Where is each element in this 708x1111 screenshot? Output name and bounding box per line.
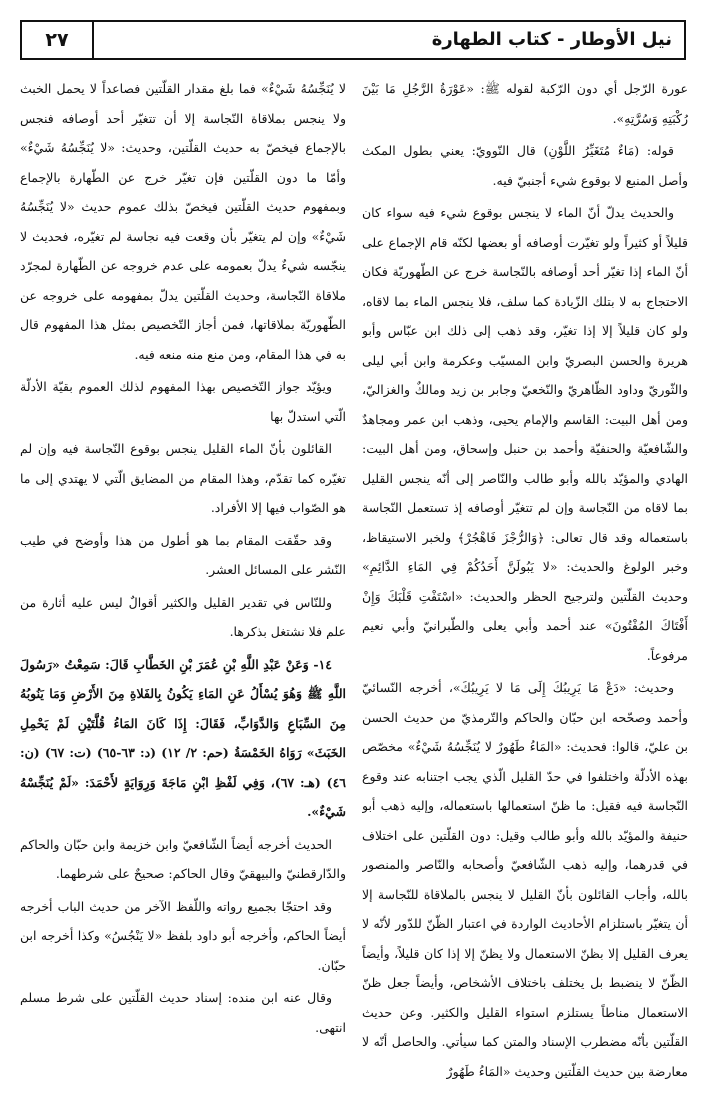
paragraph: عورة الرّجل أي دون الرّكبة لقوله ﷺ: «عَوْرَةُ الرَّجُلِ مَا بَيْنَ رُكْبَتِهِ وَسُرَّتِهِ». bbox=[362, 81, 688, 126]
paragraph: وقد حقّقت المقام بما هو أطول من هذا وأوضح في طيب النّشر على المسائل العشر. bbox=[20, 532, 346, 577]
paragraph: قوله: (مَاءٌ مُتَغَيِّرُ اللَّوْنِ) قال النّوويّ: يعني بطول المكث وأصل المنبع لا بوقوع شيء أجنبيّ فيه. bbox=[362, 143, 688, 188]
paragraph: وقد احتجّا بجميع رواته واللّفظ الآخر من حديث الباب أخرجه أيضاً الحاكم، وأخرجه أبو داود بلفظ «لا يَنْجُسُ» وكذا أخرجه ابن حبّان. bbox=[20, 898, 346, 973]
paragraph: ويؤيّد جواز التّخصيص بهذا المفهوم لذلك العموم بقيّة الأدلّة الّتي استدلّ بها bbox=[20, 379, 346, 424]
paragraph: والحديث يدلّ أنّ الماء لا ينجس بوقوع شيء فيه سواء كان قليلاً أو كثيراً ولو تغيّرت أوصافه أو بعضها لكنّه قام الإجماع على أنّ الماء إذا تغيّر أحد أوصافه بالنّجاسة خرج عن الطّهوريّة فكان الاحتجاج به لا بتلك الزّيادة كما سلف، فلا ينجس الماء بما لاقاه، ولو كان قليلاً إلا إذا تغيّر، وقد ذهب إلى ذلك ابن عبّاس وأبو هريرة والحسن البصريّ وابن المسيّب وعكرمة وابن أبي ليلى والثّوريّ وداود الظّاهريّ والنّخعيّ وجابر بن زيد ومالكٌ والغزاليّ، ومن أهل البيت: القاسم والإمام يحيى، وذهب ابن عمر ومجاهدٌ والشّافعيّة والحنفيّة وأحمد بن حنبل وإسحاق، ومن أهل البيت: الهادي والمؤيّد بالله وأبو طالب والنّاصر إلى أنّه ينجس القليل بما لاقاه من النّجاسة وإن لم تتغيّر أوصافه إذ تستعمل النّجاسة باستعماله وقد قال تعالى: ﴿وَالرُّجْزَ فَاهْجُرْ﴾ ولخبر الاستيقاظ، وخبر الولوغ والحديث: «لا يَبُولَنَّ أَحَدُكُمْ فِي المَاءِ الدَّائِمِ» وحديث القلّتين ولترجيح الحظر والحديث: «اسْتَفْتِ قَلْبَكَ وَإِنْ أَفْتَاكَ المُفْتُونَ» عند أحمد وأبي يعلى والطّبرانيّ وأبي نعيم مرفوعاً. bbox=[362, 205, 688, 663]
paragraph: وقال عنه ابن منده: إسناد حديث القلّتين على شرط مسلم انتهى. bbox=[20, 990, 346, 1035]
page-header bbox=[20, 20, 686, 60]
paragraph: لا يُنَجِّسُهُ شَيْءٌ» فما بلغ مقدار القلّتين فصاعداً لا يحمل الخبث ولا ينجس بملاقاة النّجاسة إلا أن تتغيّر أحد أوصافه فنجس بالإجماع فيخصّ به حديث القلّتين، وحديث: «لا يُنَجِّسُهُ شَيْءٌ» وأمّا ما دون القلّتين فإن تغيّر خرج عن الطّهارة بالإجماع وبمفهوم حديث القلّتين فيخصّ بذلك عموم حديث «لا يُنَجِّسُهُ شَيْءٌ» وإن لم يتغيّر بأن وقعت فيه نجاسة لم تغيّره، فحديث لا ينجّسه شيءٌ يدلّ بعمومه على عدم خروجه عن الطّهارة لمجرّد ملاقاة النّجاسة، وحديث القلّتين يدلّ بمفهومه على خروجه عن الطّهوريّة بملاقاتها، فمن أجاز التّخصيص بمثل هذا المفهوم قال به في هذا المقام، ومن منع منه منعه فيه. bbox=[20, 81, 346, 362]
paragraph: القائلون بأنّ الماء القليل ينجس بوقوع النّجاسة فيه وإن لم تغيّره كما تقدّم، وهذا المقام من المضايق الّتي لا يهتدي إلى ما هو الصّواب فيها إلا الأفراد. bbox=[20, 441, 346, 515]
paragraph: الحديث أخرجه أيضاً الشّافعيّ وابن خزيمة وابن حبّان والحاكم والدّارقطنيّ والبيهقيّ وقال الحاكم: صحيحٌ على شرطهما. bbox=[20, 836, 346, 881]
paragraph: وحديث: «دَعْ مَا يَرِيبُكَ إِلَى مَا لا يَرِيبُكَ»، أخرجه النّسائيّ وأحمد وصحّحه ابن حبّان والحاكم والتّرمذيّ من حديث الحسن بن عليّ، قالوا: فحديث: «المَاءُ طَهُورٌ لا يُنَجِّسُهُ شَيْءٌ» مخصّص بهذه الأدلّة واختلفوا في حدّ القليل الّذي يجب اجتنابه عند وقوع النّجاسة فيه فقيل: ما ظنّ استعمالها باستعماله، وإليه ذهب أبو حنيفة والمؤيّد بالله وأبو طالب وقيل: دون القلّتين على اختلاف في قدرهما، وإليه ذهب الشّافعيّ وأصحابه والنّاصر والمنصور بالله، وأجاب القائلون بأنّ القليل لا ينجس بالملاقاة للنّجاسة إلا أن يتغيّر باستلزام الأحاديث الواردة في اعتبار الظّنّ للدّور لأنّه لا يعرف القليل إلا بظنّ الاستعمال ولا يظنّ إلا إذا كان قليلاً، وأيضاً الظّنّ لا ينضبط بل يختلف باختلاف الأشخاص، وأيضاً جعل ظنّ الاستعمال مناطاً يستلزم استواء القليل والكثير. وعن حديث القلّتين بأنّه مضطرب الإسناد والمتن كما سيأتي. والحاصل أنّه لا معارضة بين حديث القلّتين وحديث «المَاءُ طَهُورٌ bbox=[362, 680, 688, 1079]
text-column-right bbox=[362, 74, 688, 1106]
page-number: ٢٧ bbox=[45, 29, 69, 51]
text-column-left bbox=[20, 74, 346, 1106]
hadith-paragraph: ١٤- وَعَنْ عَبْدِ اللَّهِ بْنِ عُمَرَ بْنِ الخَطَّابِ قَالَ: سَمِعْتُ «رَسُولَ اللَّهِ ﷺ وَهُوَ يُسْأَلُ عَنِ المَاءِ يَكُونُ بِالفَلاةِ مِنَ الأَرْضِ وَمَا يَنُوبُهُ مِنَ السِّبَاعِ وَالدَّوَابِّ، فَقَالَ: إِذَا كَانَ المَاءُ قُلَّتَيْنِ لَمْ يَحْمِلِ الخَبَثَ» رَوَاهُ الخَمْسَةُ (حم: ٢/ ١٢) (د: ٦٣-٦٥) (ت: ٦٧) (ن: ٤٦) (هـ: ٦٧)، وَفِي لَفْظِ ابْنِ مَاجَةَ وَرِوَايَةٍ لأَحْمَدَ: «لَمْ يُنَجِّسْهُ شَيْءٌ». bbox=[20, 656, 346, 819]
header-divider bbox=[92, 22, 94, 58]
paragraph: وللنّاس في تقدير القليل والكثير أقوالٌ ليس عليه أثارة من علم فلا نشتغل بذكرها. bbox=[20, 594, 346, 639]
running-title: نيل الأوطار - كتاب الطهارة bbox=[431, 29, 672, 50]
